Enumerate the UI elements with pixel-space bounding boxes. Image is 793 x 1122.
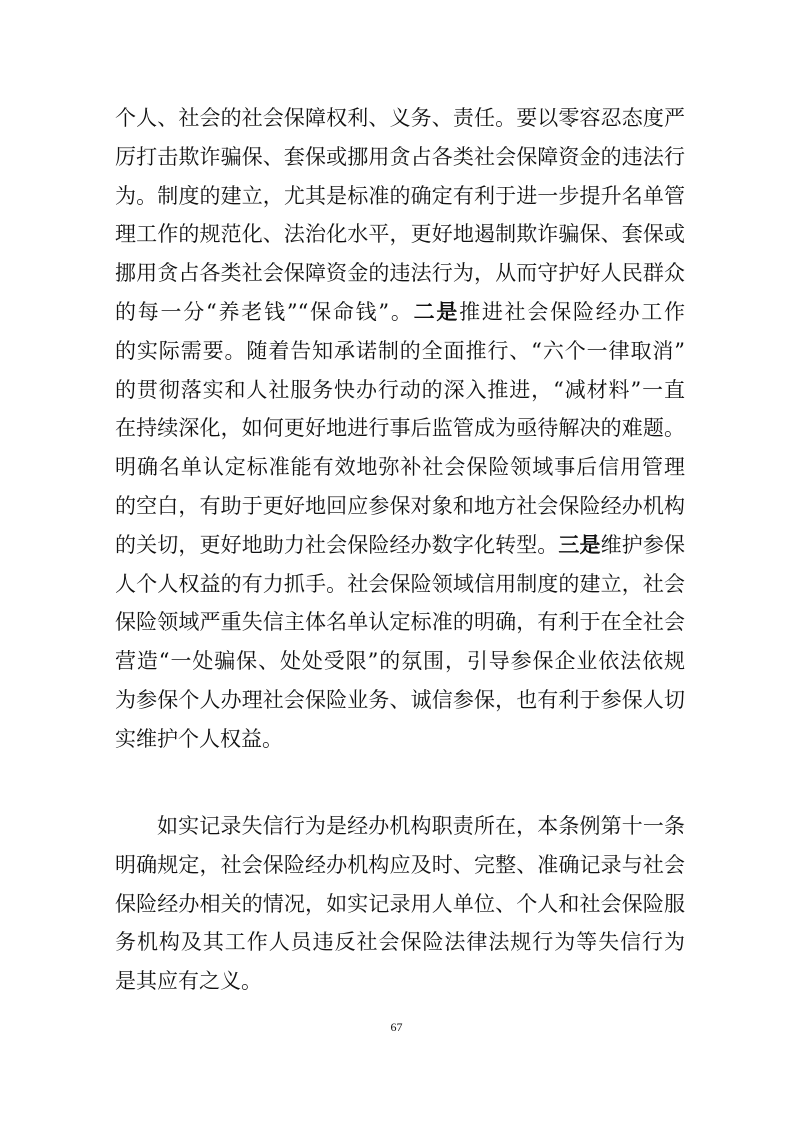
text-line: 明确规定，社会保险经办机构应及时、完整、准确记录与社会 xyxy=(115,852,685,877)
text-line: 的实际需要。随着告知承诺制的全面推行、“六个一律取消” xyxy=(115,338,685,363)
text-line: 保险领域严重失信主体名单认定标准的明确，有利于在全社会 xyxy=(115,610,685,635)
text-line: 在持续深化，如何更好地进行事后监管成为亟待解决的难题。 xyxy=(115,416,685,441)
text-line: 实维护个人权益。 xyxy=(115,726,283,751)
text-line: 是其应有之义。 xyxy=(115,969,262,994)
text-line: 挪用贪占各类社会保障资金的违法行为，从而守护好人民群众 xyxy=(115,261,685,286)
text-line: 的贯彻落实和人社服务快办行动的深入推进，“减材料”一直 xyxy=(115,377,685,402)
text-line: 理工作的规范化、法治化水平，更好地遏制欺诈骗保、套保或 xyxy=(115,222,685,247)
point-two-marker: 二是 xyxy=(413,298,460,324)
text-line: 务机构及其工作人员违反社会保险法律法规行为等失信行为 xyxy=(115,930,685,955)
point-three-marker: 三是 xyxy=(558,531,601,557)
text-line: 人个人权益的有力抓手。社会保险领域信用制度的建立，社会 xyxy=(115,571,685,596)
paragraph-1 xyxy=(115,99,685,759)
text-line: 的空白，有助于更好地回应参保对象和地方社会保险经办机构 xyxy=(115,493,685,518)
text-line: 如实记录失信行为是经办机构职责所在，本条例第十一条 xyxy=(157,814,685,838)
text-line: 为。制度的建立，尤其是标准的确定有利于进一步提升名单管 xyxy=(115,183,685,208)
text-line: 厉打击欺诈骗保、套保或挪用贪占各类社会保障资金的违法行 xyxy=(115,144,685,169)
text-line: 的关切，更好地助力社会保险经办数字化转型。三是维护参保 xyxy=(115,531,686,557)
text-line: 为参保个人办理社会保险业务、诚信参保，也有利于参保人切 xyxy=(115,687,685,712)
text-line: 保险经办相关的情况，如实记录用人单位、个人和社会保险服 xyxy=(115,891,685,916)
text-line: 营造“一处骗保、处处受限”的氛围，引导参保企业依法依规 xyxy=(115,649,685,674)
text-line: 的每一分“养老钱”“保命钱”。二是推进社会保险经办工作 xyxy=(115,298,685,324)
page-number: 67 xyxy=(390,1020,403,1034)
text-line: 个人、社会的社会保障权利、义务、责任。要以零容忍态度严 xyxy=(115,106,685,130)
paragraph-2 xyxy=(115,807,685,1001)
text-line: 明确名单认定标准能有效地弥补社会保险领域事后信用管理 xyxy=(115,455,685,480)
